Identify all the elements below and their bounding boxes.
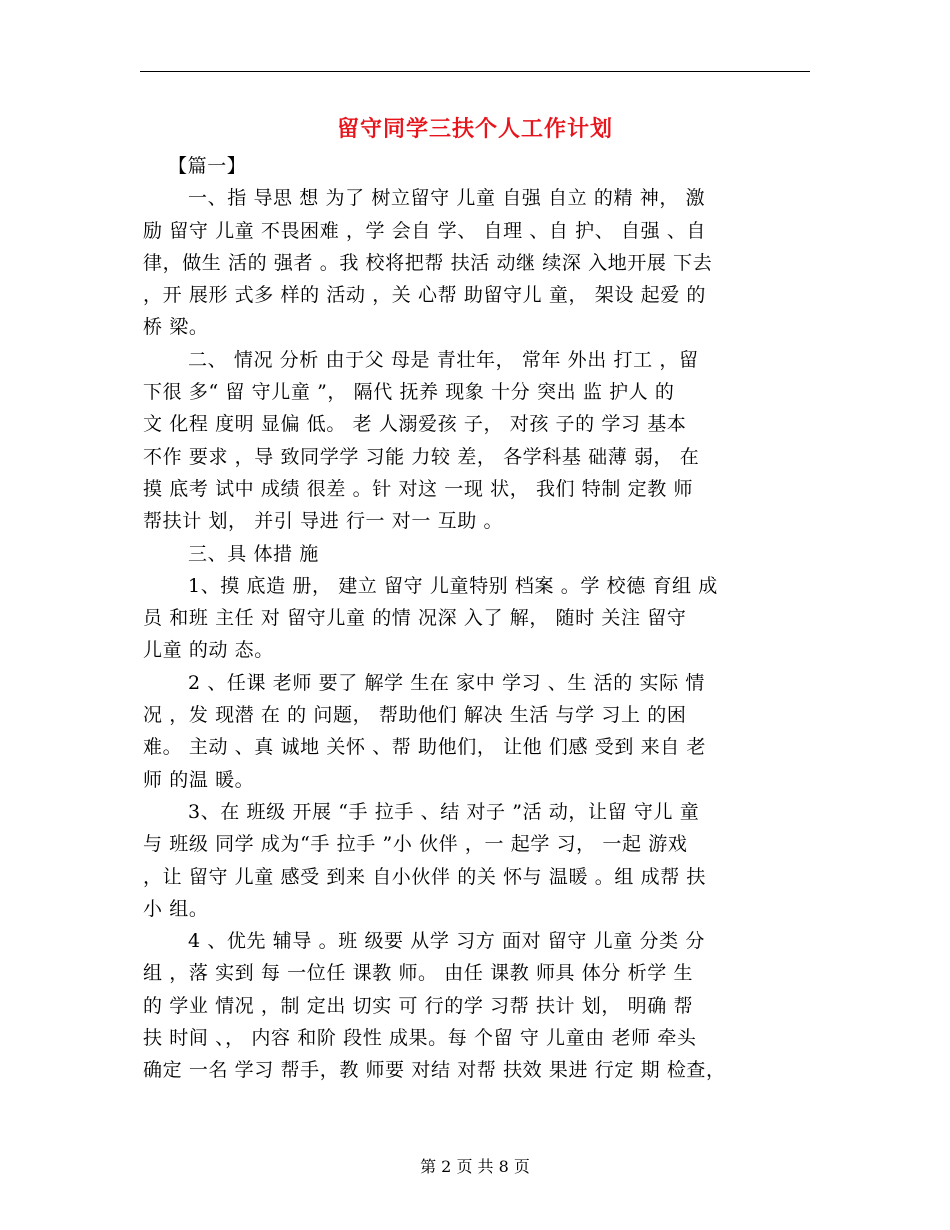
page-number: 第 2 页 共 8 页 [420, 1157, 530, 1176]
body-line: 与 班级 同学 成为“手 拉手 ”小 伙伴 ，一 起学 习， 一起 游戏 [143, 833, 688, 856]
body-line: 一、指 导思 想 为了 树立留守 儿童 自强 自立 的精 神， 激 [188, 187, 706, 210]
body-line: 2 、任课 老师 要了 解学 生在 家中 学习 、生 活的 实际 情 [188, 671, 705, 694]
body-line: 下很 多“ 留 守儿童 ”， 隔代 抚养 现象 十分 突出 监 护人 的 [143, 381, 675, 404]
body-line: 师 的温 暖。 [143, 768, 255, 791]
body-line: 摸 底考 试中 成绩 很差 。针 对这 一现 状， 我们 特制 定教 师 [143, 477, 694, 500]
body-line: ，开 展形 式多 样的 活动 ，关 心帮 助留守儿 童， 架设 起爱 的 [143, 284, 707, 307]
body-line: 组 ，落 实到 每 一位任 课教 师。 由任 课教 师具 体分 析学 生 [143, 962, 694, 985]
body-line: 1、摸 底造 册， 建立 留守 儿童特别 档案 。学 校德 育组 成 [188, 574, 718, 597]
body-line: 二、 情况 分析 由于父 母是 青壮年， 常年 外出 打工 ，留 [188, 348, 699, 371]
body-line: 律，做生 活的 强者 。我 校将把帮 扶活 动继 续深 入地开展 下去 [143, 251, 713, 274]
body-line: 员 和班 主任 对 留守儿童 的情 况深 入了 解， 随时 关注 留守 [143, 607, 687, 630]
body-line: 3、在 班级 开展 “手 拉手 、结 对子 ”活 动，让留 守儿 童 [188, 800, 700, 823]
document-body [143, 150, 809, 1087]
body-line: 4 、优先 辅导 。班 级要 从学 习方 面对 留守 儿童 分类 分 [188, 930, 705, 953]
document-title: 留守同学三扶个人工作计划 [336, 117, 613, 142]
body-line: 小 组。 [143, 897, 209, 920]
body-line: 励 留守 儿童 不畏困难 ，学 会自 学、 自理 、自 护、 自强 、自 [143, 219, 707, 242]
body-line: 帮扶计 划， 并引 导进 行一 对一 互助 。 [143, 510, 504, 533]
body-line: 不作 要求 ，导 致同学学 习能 力较 差， 各学科基 础薄 弱， 在 [143, 445, 700, 468]
body-line: 三、具 体措 施 [188, 542, 319, 565]
body-line: 儿童 的动 态。 [143, 639, 274, 662]
body-line: 扶 时间 、， 内容 和阶 段性 成果。每 个留 守 儿童由 老师 牵头 [143, 1027, 697, 1050]
section-label: 【篇一】 [168, 155, 247, 177]
body-line: 的 学业 情况 ，制 定出 切实 可 行的学 习帮 扶计 划， 明确 帮 [143, 994, 694, 1017]
body-line: 确定 一名 学习 帮手，教 师要 对结 对帮 扶效 果进 行定 期 检查， [143, 1059, 726, 1082]
header-rule [140, 71, 810, 72]
body-line: 桥 梁。 [143, 316, 209, 339]
body-line: 文 化程 度明 显偏 低。 老 人溺爱孩 子， 对孩 子的 学习 基本 [143, 413, 687, 436]
body-line: 难。 主动 、真 诚地 关怀 、帮 助他们， 让他 们感 受到 来自 老 [143, 736, 707, 759]
body-line: ，让 留守 儿童 感受 到来 自小伙伴 的关 怀与 温暖 。组 成帮 扶 [143, 865, 707, 888]
body-line: 况 ，发 现潜 在 的 问题， 帮助他们 解决 生活 与学 习上 的困 [143, 704, 687, 727]
